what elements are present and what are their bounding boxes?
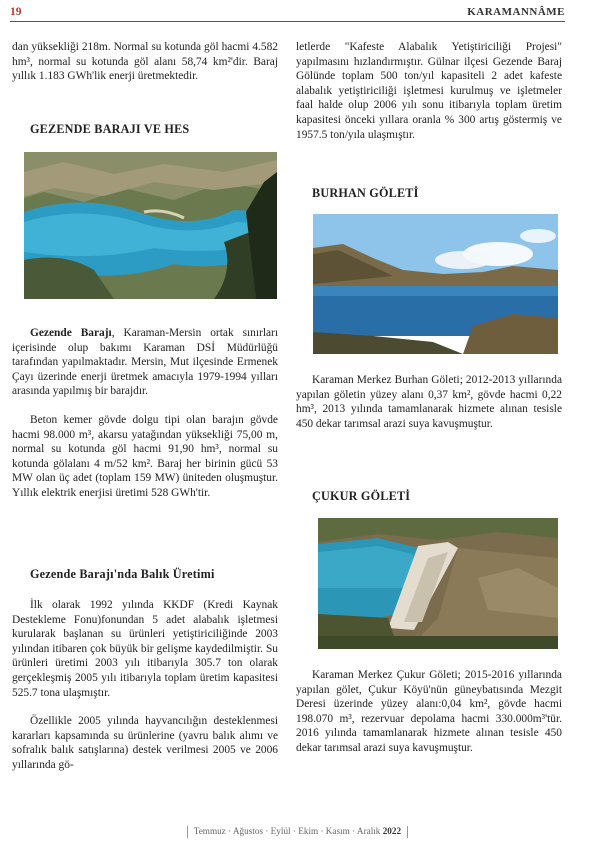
burhan-paragraph: Karaman Merkez Burhan Göleti; 2012-2013 yıllarında yapılan göletin yüzey alanı 0,37 km², gövde hacmi 0,22 hm³, 2013 yılında tamamlanarak hizmete alınan tesisle 450 dekar tarımsal arazi suya kavuşmuştur. (296, 374, 562, 430)
fish-paragraph-2: Özellikle 2005 yılında hayvancılığın desteklenmesi kararları kapsamında su ürünlerine (yavru balık alımı ve sofralık balık satışlarına) destek verilmesi 2005 ve 2006 yıllarında gö- (12, 715, 278, 771)
header-rule (10, 21, 565, 22)
gezende-bold-term: Gezende Barajı (30, 327, 112, 339)
gezende-paragraph-1-text: , Karaman-Mersin ortak sınırları içerisinde olup bakımı Karaman DSİ Müdürlüğü tarafından yapılmaktadır. Mersin, Mut ilçesinde Ermenek Çayı üzerinde enerji üretmek amacıyla 1979-1994 yılları arasında yapılmış bir barajdır. (12, 327, 279, 398)
page-number: 19 (10, 6, 22, 18)
magazine-name: KARAMANNÂME (467, 6, 565, 18)
intro-paragraph: dan yüksekliği 218m. Normal su kotunda göl hacmi 4.582 hm³, normal su kotunda göl alanı 58,74 km²'dir. Baraj yıllık 1.183 GWh'lik enerji üretmektedir. (12, 41, 278, 83)
col2-cukur (296, 668, 562, 756)
footer-year: 2022 (382, 826, 402, 837)
col2-burhan (296, 373, 562, 431)
footer-divider-right (407, 826, 408, 838)
fish-paragraph-1: İlk olarak 1992 yılında KKDF (Kredi Kaynak Destekleme Fonu)fonundan 5 adet alabalık işletmesi kurularak başlanan su ürünleri yetiştiriciliğinde 2003 yılından itibaren çok büyük bir gelişme kaydedilmiştir. Su ürünleri üretimi 2003 yılı itibarıyla 305.7 ton olarak gerçekleşmiş 2005 yılı itibarıyla toplam üretim kapasitesi 525.7 tona ulaşmıştır. (12, 599, 278, 699)
cukur-paragraph: Karaman Merkez Çukur Göleti; 2015-2016 yıllarında yapılan gölet, Çukur Köyü'nün güneybatısında Mezgit Deresi üzerinde yüzey alanı:0,04 km², gövde hacmi 198.070 m³, rezervuar depolama hacmi 330.000m³'tür. 2016 yılında tamamlanarak hizmete alınan tesisle 450 dekar tarımsal arazi suya kavuşmuştur. (296, 669, 562, 754)
cukur-pond-photo (318, 518, 558, 649)
burhan-heading: BURHAN GÖLETİ (312, 186, 419, 200)
footer-months: Temmuz · Ağustos · Eylül · Ekim · Kasım · Aralık (193, 826, 381, 837)
cage-farming-paragraph: letlerde "Kafeste Alabalık Yetiştiriciliği Projesi" yapılmasını hızlandırmıştır. Gülnar ilçesi Gezende Baraj Gölünde toplam 500 ton/yıl kapasiteli 2 adet kafeste alabalık yetiştiriciliği işletmesi kurulmuş ve işletmeler faal halde olup 2006 yılı sonu itibarıyla toplam üretim kapasitesi önceki yıllara oranla % 300 artış göstermiş ve 1957.5 ton/yıla ulaşmıştır. (296, 41, 562, 141)
footer-divider-left (187, 826, 188, 838)
gezende-paragraph-2: Beton kemer gövde dolgu tipi olan barajın gövde hacmi 98.000 m³, akarsu yatağından yüksekliği 75,00 m, normal su kotunda göl hacmi 91,90 hm³, normal su kotunda gölalanı 4 m/52 km². Baraj her birinin gücü 53 MW olan üç adet (toplam 159 MW) üniteden oluşmuştur. Yıllık elektrik enerjisi üretimi 528 GWh'tir. (12, 413, 278, 499)
col1-fish (12, 598, 278, 773)
gezende-heading: GEZENDE BARAJI VE HES (30, 122, 190, 136)
gezende-paragraph-1 (12, 326, 278, 399)
fish-production-heading: Gezende Barajı'nda Balık Üretimi (30, 567, 215, 581)
col1-intro (12, 40, 278, 84)
col1-body (12, 326, 278, 501)
page-footer (0, 826, 595, 838)
burhan-pond-photo (313, 214, 558, 354)
cukur-heading: ÇUKUR GÖLETİ (312, 489, 411, 503)
col2-intro (296, 40, 562, 142)
gezende-dam-photo (24, 152, 277, 299)
